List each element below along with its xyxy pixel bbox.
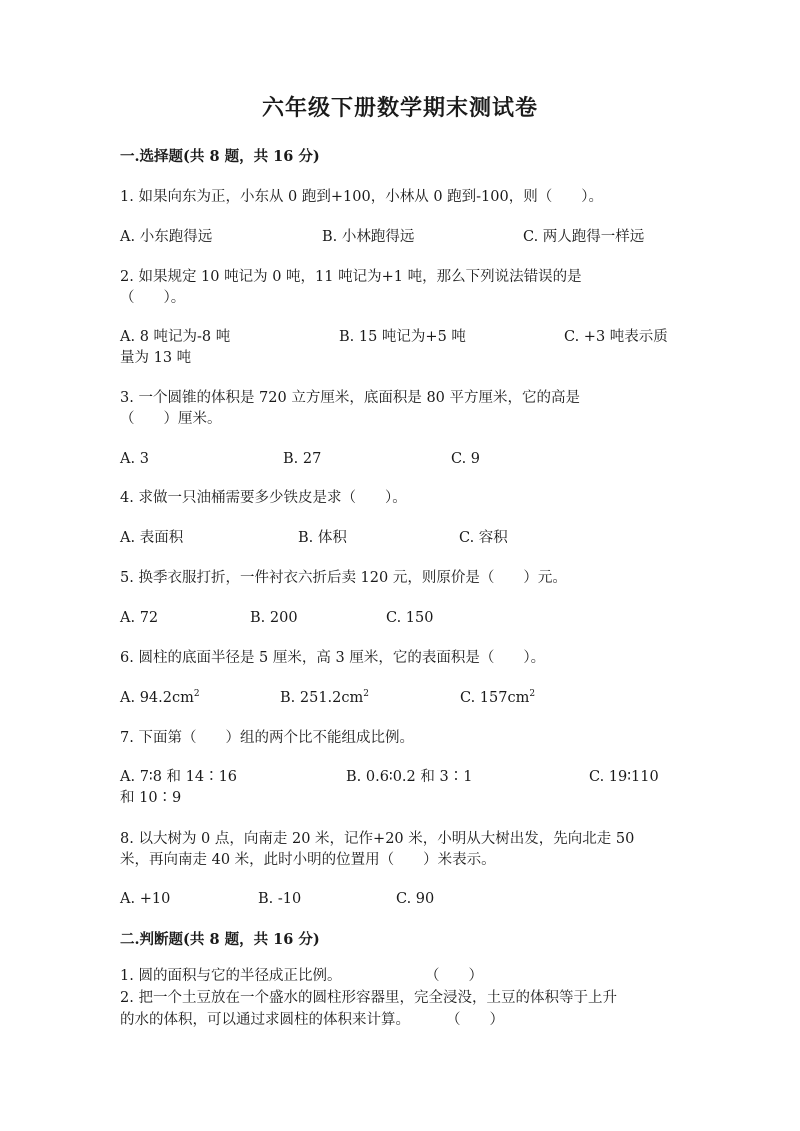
- question-4-options: [120, 528, 665, 549]
- question-3: [120, 388, 665, 430]
- question-1-options: [120, 227, 665, 248]
- question-stem-line-2: （ ）。: [120, 290, 186, 306]
- judgement-text-line-1: 2. 把一个土豆放在一个盛水的圆柱形容器里，完全浸没，土豆的体积等于上升: [120, 990, 617, 1006]
- question-6-options: [120, 688, 665, 709]
- option-a: A. $94.2cm^2$: [120, 689, 200, 706]
- option-c-continuation: 和 10∶9: [120, 790, 182, 806]
- option-a: A. 小东跑得远: [120, 229, 213, 245]
- option-c: C. 容积: [459, 530, 508, 546]
- question-6: [120, 648, 665, 669]
- question-5-options: [120, 608, 665, 629]
- option-b: B. 0.6∶0.2 和 3∶1: [346, 769, 473, 785]
- option-c-continuation: 量为 13 吨: [120, 350, 192, 366]
- question-stem: 7. 下面第（ ）组的两个比不能组成比例。: [120, 730, 414, 746]
- option-c: C. 9: [451, 451, 481, 467]
- judgement-item-1: [120, 966, 665, 988]
- question-stem: 6. 圆柱的底面半径是 5 厘米，高 3 厘米，它的表面积是（ ）。: [120, 650, 546, 666]
- option-c: C. $157cm^2$: [460, 689, 536, 706]
- option-c: C. +3 吨表示质: [564, 329, 668, 345]
- question-stem: 4. 求做一只油桶需要多少铁皮是求（ ）。: [120, 490, 407, 506]
- question-3-options: [120, 449, 665, 470]
- section-heading-true-false: 二.判断题(共 8 题，共 16 分): [120, 931, 320, 948]
- question-4: [120, 488, 665, 509]
- answer-paren: （ ）: [446, 1012, 504, 1028]
- option-a: A. +10: [120, 891, 171, 907]
- option-b: B. $251.2cm^2$: [280, 689, 369, 706]
- question-2-options: [120, 327, 668, 369]
- option-b: B. -10: [258, 891, 302, 907]
- question-5: [120, 568, 665, 589]
- question-1: [120, 187, 665, 208]
- option-c: C. 90: [396, 891, 435, 907]
- judgement-text: 1. 圆的面积与它的半径成正比例。: [120, 968, 342, 984]
- question-7: [120, 728, 665, 749]
- question-stem-line-2: 米，再向南走 40 米，此时小明的位置用（ ）米表示。: [120, 852, 496, 868]
- option-c: C. 两人跑得一样远: [523, 229, 645, 245]
- option-b: B. 200: [250, 610, 298, 626]
- question-stem: 1. 如果向东为正，小东从 0 跑到+100，小林从 0 跑到-100，则（ ）。: [120, 189, 603, 205]
- option-a: A. 72: [120, 610, 159, 626]
- question-7-options: [120, 767, 665, 809]
- question-8: [120, 829, 665, 871]
- option-a: A. 表面积: [120, 530, 184, 546]
- option-a: A. 3: [120, 451, 149, 467]
- option-a: A. 7∶8 和 14∶16: [120, 769, 238, 785]
- option-b: B. 小林跑得远: [322, 229, 415, 245]
- question-stem-line-1: 3. 一个圆锥的体积是 720 立方厘米，底面积是 80 平方厘米，它的高是: [120, 390, 581, 406]
- option-b: B. 15 吨记为+5 吨: [339, 329, 466, 345]
- question-stem-line-2: （ ）厘米。: [120, 411, 222, 427]
- page-title: 六年级下册数学期末测试卷: [261, 95, 538, 121]
- option-b: B. 27: [283, 451, 322, 467]
- answer-paren: （ ）: [425, 968, 483, 984]
- option-c: C. 150: [386, 610, 434, 626]
- question-8-options: [120, 889, 665, 910]
- section-heading-multiple-choice: 一.选择题(共 8 题，共 16 分): [120, 148, 320, 165]
- question-stem-line-1: 2. 如果规定 10 吨记为 0 吨，11 吨记为+1 吨，那么下列说法错误的是: [120, 269, 582, 285]
- judgement-item-2: [120, 988, 665, 1032]
- question-stem-line-1: 8. 以大树为 0 点，向南走 20 米，记作+20 米，小明从大树出发，先向北走 50: [120, 831, 635, 847]
- judgement-text-line-2: 的水的体积，可以通过求圆柱的体积来计算。: [120, 1012, 410, 1028]
- question-stem: 5. 换季衣服打折，一件衬衣六折后卖 120 元，则原价是（ ）元。: [120, 570, 567, 586]
- option-a: A. 8 吨记为-8 吨: [120, 329, 231, 345]
- option-c: C. 19∶110: [589, 769, 659, 785]
- option-b: B. 体积: [298, 530, 347, 546]
- question-2: [120, 267, 665, 309]
